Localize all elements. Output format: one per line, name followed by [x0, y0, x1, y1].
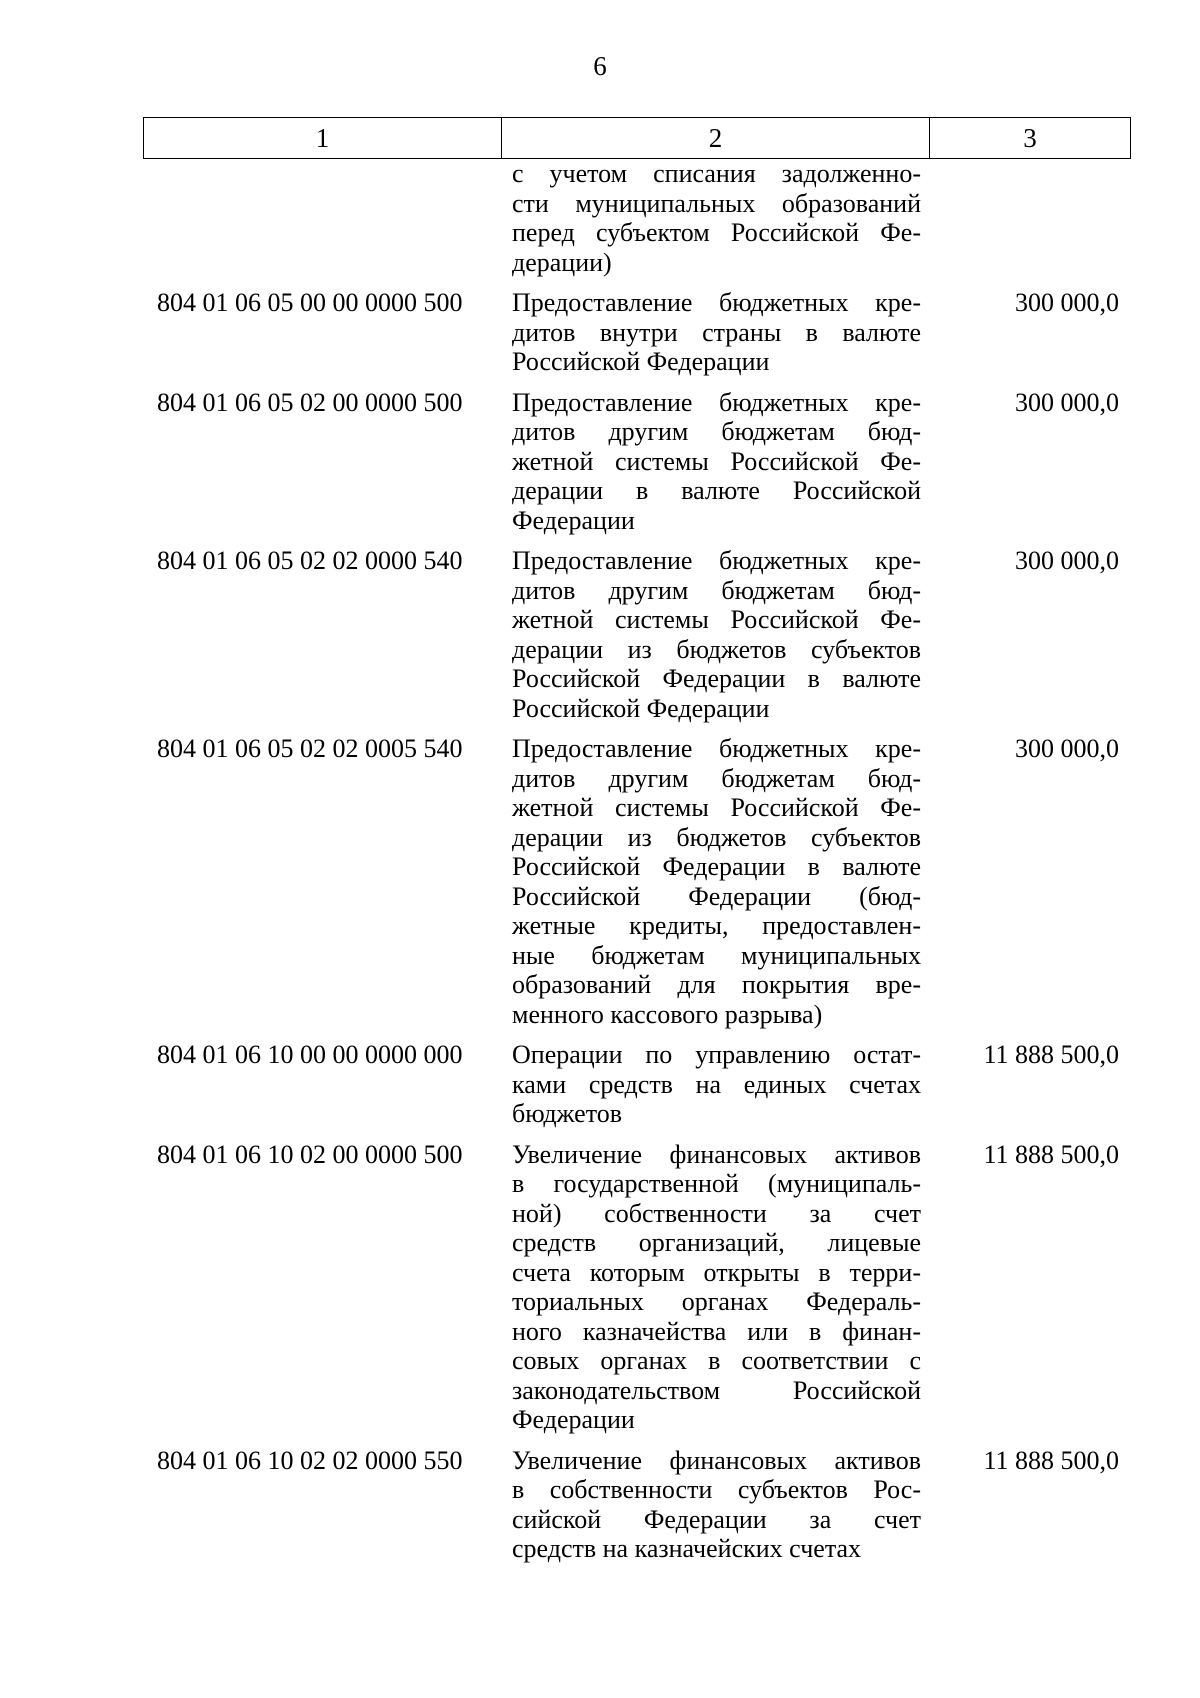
description-line: Увеличение финансовых активов	[512, 1445, 921, 1475]
header-col-3: 3	[1023, 122, 1037, 153]
description-line: в собственности субъектов Рос-	[512, 1475, 921, 1504]
description-line: дитов другим бюджетам бюд-	[512, 575, 921, 605]
budget-description	[501, 159, 929, 277]
description-line: ками средств на единых счетах	[512, 1069, 921, 1099]
table-row	[143, 1446, 1131, 1564]
description-line: перед субъектом Российской Фе-	[512, 218, 921, 247]
description-line: ные бюджетам муниципальных	[512, 940, 921, 970]
budget-description	[501, 1140, 929, 1435]
description-line: ного казначейства или в финан-	[512, 1316, 921, 1346]
description-line: законодательством Российской	[512, 1375, 921, 1405]
budget-description	[501, 1040, 929, 1129]
description-line: Предоставление бюджетных кре-	[512, 387, 921, 417]
budget-amount: 11 888 500,0	[983, 1139, 1119, 1169]
description-line: Предоставление бюджетных кре-	[512, 546, 921, 575]
budget-code	[143, 159, 501, 277]
description-line: дитов другим бюджетам бюд-	[512, 763, 921, 793]
description-line: дитов другим бюджетам бюд-	[512, 417, 921, 446]
budget-description	[501, 288, 929, 377]
description-line: Российской Федерации	[512, 347, 770, 376]
table-row	[143, 288, 1131, 377]
description-line: дерации в валюте Российской	[512, 476, 921, 505]
budget-amount: 300 000,0	[1015, 546, 1119, 575]
description-line: Увеличение финансовых активов	[512, 1139, 921, 1169]
description-line: сийской Федерации за счет	[512, 1504, 921, 1534]
description-line: Российской Федерации в валюте	[512, 852, 921, 881]
budget-amount: 11 888 500,0	[983, 1445, 1119, 1475]
description-line: дерации из бюджетов субъектов	[512, 822, 921, 852]
table-row	[143, 159, 1131, 277]
description-line: Российской Федерации (бюд-	[512, 881, 921, 911]
table-row	[143, 388, 1131, 536]
budget-code: 804 01 06 10 02 02 0000 550	[157, 1445, 463, 1475]
budget-code: 804 01 06 05 02 00 0000 500	[157, 387, 463, 417]
description-line: жетные кредиты, предоставлен-	[512, 911, 921, 940]
table-header	[143, 117, 1131, 159]
description-line: менного кассового разрыва)	[512, 999, 823, 1029]
header-col-2: 2	[502, 118, 930, 158]
budget-amount: 300 000,0	[1015, 288, 1119, 317]
description-line: бюджетов	[512, 1099, 623, 1128]
description-line: Предоставление бюджетных кре-	[512, 288, 921, 317]
budget-code: 804 01 06 05 00 00 0000 500	[157, 288, 463, 317]
budget-description	[501, 734, 929, 1029]
budget-amount: 11 888 500,0	[983, 1040, 1119, 1069]
page-number: 6	[593, 51, 607, 81]
description-line: жетной системы Российской Фе-	[512, 605, 921, 634]
description-line: Операции по управлению остат-	[512, 1040, 921, 1069]
header-col-1: 1	[144, 118, 502, 158]
description-line: дитов внутри страны в валюте	[512, 317, 921, 347]
budget-code: 804 01 06 10 02 00 0000 500	[157, 1139, 463, 1169]
budget-code: 804 01 06 10 00 00 0000 000	[157, 1040, 463, 1069]
description-line: в государственной (муниципаль-	[512, 1169, 921, 1198]
description-line: ной) собственности за счет	[512, 1198, 921, 1228]
budget-description	[501, 388, 929, 536]
budget-amount: 300 000,0	[1015, 734, 1119, 763]
table-row	[143, 1140, 1131, 1435]
table-row	[143, 546, 1131, 723]
description-line: ториальных органах Федераль-	[512, 1287, 921, 1316]
table-body	[143, 159, 1131, 1575]
description-line: сти муниципальных образований	[512, 188, 921, 218]
description-line: Российской Федерации	[512, 693, 770, 723]
description-line: жетной системы Российской Фе-	[512, 793, 921, 822]
description-line: счета которым открыты в терри-	[512, 1257, 921, 1287]
table-row	[143, 1040, 1131, 1129]
budget-code: 804 01 06 05 02 02 0005 540	[157, 734, 463, 763]
description-line: средств организаций, лицевые	[512, 1228, 921, 1257]
budget-amount: 300 000,0	[1015, 387, 1119, 417]
budget-description	[501, 546, 929, 723]
description-line: с учетом списания задолженно-	[512, 159, 921, 188]
budget-amount	[929, 159, 1131, 277]
description-line: жетной системы Российской Фе-	[512, 446, 921, 476]
budget-description	[501, 1446, 929, 1564]
description-line: образований для покрытия вре-	[512, 970, 921, 999]
description-line: Федерации	[512, 1405, 635, 1434]
description-line: совых органах в соответствии с	[512, 1346, 921, 1375]
description-line: Предоставление бюджетных кре-	[512, 734, 921, 763]
description-line: дерации)	[512, 247, 612, 277]
description-line: средств на казначейских счетах	[512, 1534, 862, 1563]
description-line: Российской Федерации в валюте	[512, 664, 921, 693]
table-row	[143, 734, 1131, 1029]
budget-code: 804 01 06 05 02 02 0000 540	[157, 546, 463, 575]
description-line: Федерации	[512, 505, 635, 535]
description-line: дерации из бюджетов субъектов	[512, 634, 921, 664]
